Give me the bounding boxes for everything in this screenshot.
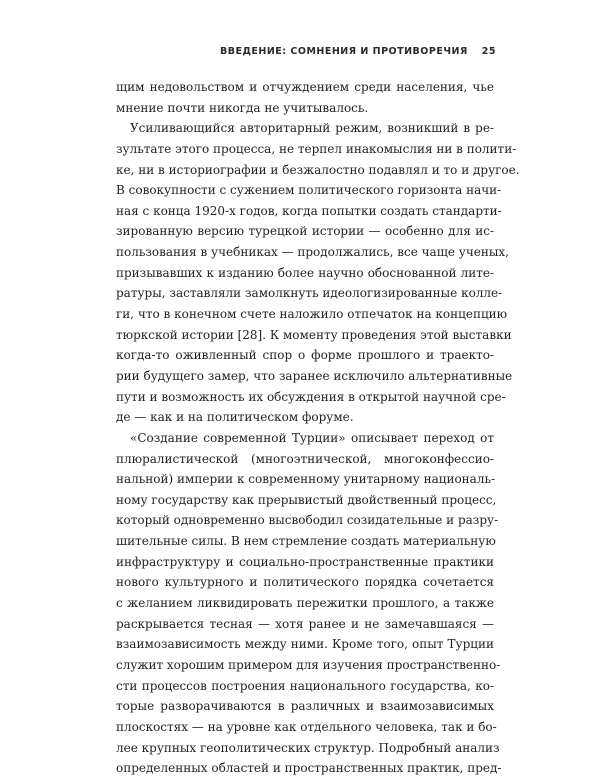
running-header xyxy=(110,46,496,60)
body-text xyxy=(116,77,520,779)
text-line: который одновременно высвободил созидательные и разру- xyxy=(116,513,499,528)
text-line: служит хорошим примером для изучения пространственно- xyxy=(116,657,501,672)
text-line: ному государству как прерывистый двойственный процесс, xyxy=(116,492,497,507)
text-line: щим недовольством и отчуждением среди населения, чье xyxy=(116,80,494,94)
text-line: нальной) империи к современному унитарному националь- xyxy=(116,472,496,487)
text-line: де — как и на политическом форуме. xyxy=(116,410,354,425)
text-line: определенных областей и пространственных практик, пред- xyxy=(116,761,502,776)
paragraph-first-line: «Создание современной Турции» описывает переход от xyxy=(130,430,494,445)
text-line: пользования в учебниках — продолжались, все чаще ученых, xyxy=(116,245,509,260)
text-line: призывавших к изданию более научно обоснованной лите- xyxy=(116,265,494,280)
text-line: взаимозависимость между ними. Кроме того, опыт Турции xyxy=(116,637,494,652)
text-line: раскрывается тесная — хотя ранее и не замечавшаяся — xyxy=(116,616,494,631)
text-line: ратуры, заставляли замолкнуть идеологизированные колле- xyxy=(116,286,503,301)
text-line: В совокупности с сужением политического горизонта начи- xyxy=(116,183,502,198)
text-line: зультате этого процесса, не терпел инакомыслия ни в полити- xyxy=(116,141,517,156)
paragraph-first-line: Усиливающийся авторитарный режим, возникший в ре- xyxy=(130,121,494,136)
text-line: торые разворачиваются в различных и взаимозависимых xyxy=(116,699,494,714)
text-line: нового культурного и политического порядка сочетается xyxy=(116,575,494,590)
text-line: пути и возможность их обсуждения в открытой научной сре- xyxy=(116,389,506,404)
running-header-title: ВВЕДЕНИЕ: СОМНЕНИЯ И ПРОТИВОРЕЧИЯ xyxy=(219,46,468,57)
text-line: плоскостях — на уровне как отдельного человека, так и бо- xyxy=(116,719,497,734)
text-line: с желанием ликвидировать пережитки прошлого, а также xyxy=(116,596,494,611)
text-line: сти процессов построения национального государства, ко- xyxy=(116,678,494,693)
text-line: когда-то оживленный спор о форме прошлого и траекто- xyxy=(116,348,494,363)
text-line: инфраструктуру и социально-пространственные практики xyxy=(116,554,494,569)
text-line: ги, что в конечном счете наложило отпечаток на концепцию xyxy=(116,307,508,322)
page-number: 25 xyxy=(481,46,496,57)
text-line: тюркской истории [28]. К моменту проведения этой выставки xyxy=(116,327,512,342)
text-line: мнение почти никогда не учитывалось. xyxy=(116,100,369,115)
text-line: ная с конца 1920-х годов, когда попытки создать стандарти- xyxy=(116,203,502,218)
text-line: плюралистической (многоэтнической, многоконфессио- xyxy=(116,451,494,466)
text-line: лее крупных геополитических структур. Подробный анализ xyxy=(116,740,500,755)
text-line: рии будущего замер, что заранее исключило альтернативные xyxy=(116,368,513,383)
text-line: ке, ни в историографии и безжалостно подавлял и то и другое. xyxy=(116,162,520,177)
text-line: зированную версию турецкой истории — особенно для ис- xyxy=(116,224,494,239)
text-line: шительные силы. В нем стремление создать материальную xyxy=(116,534,496,549)
